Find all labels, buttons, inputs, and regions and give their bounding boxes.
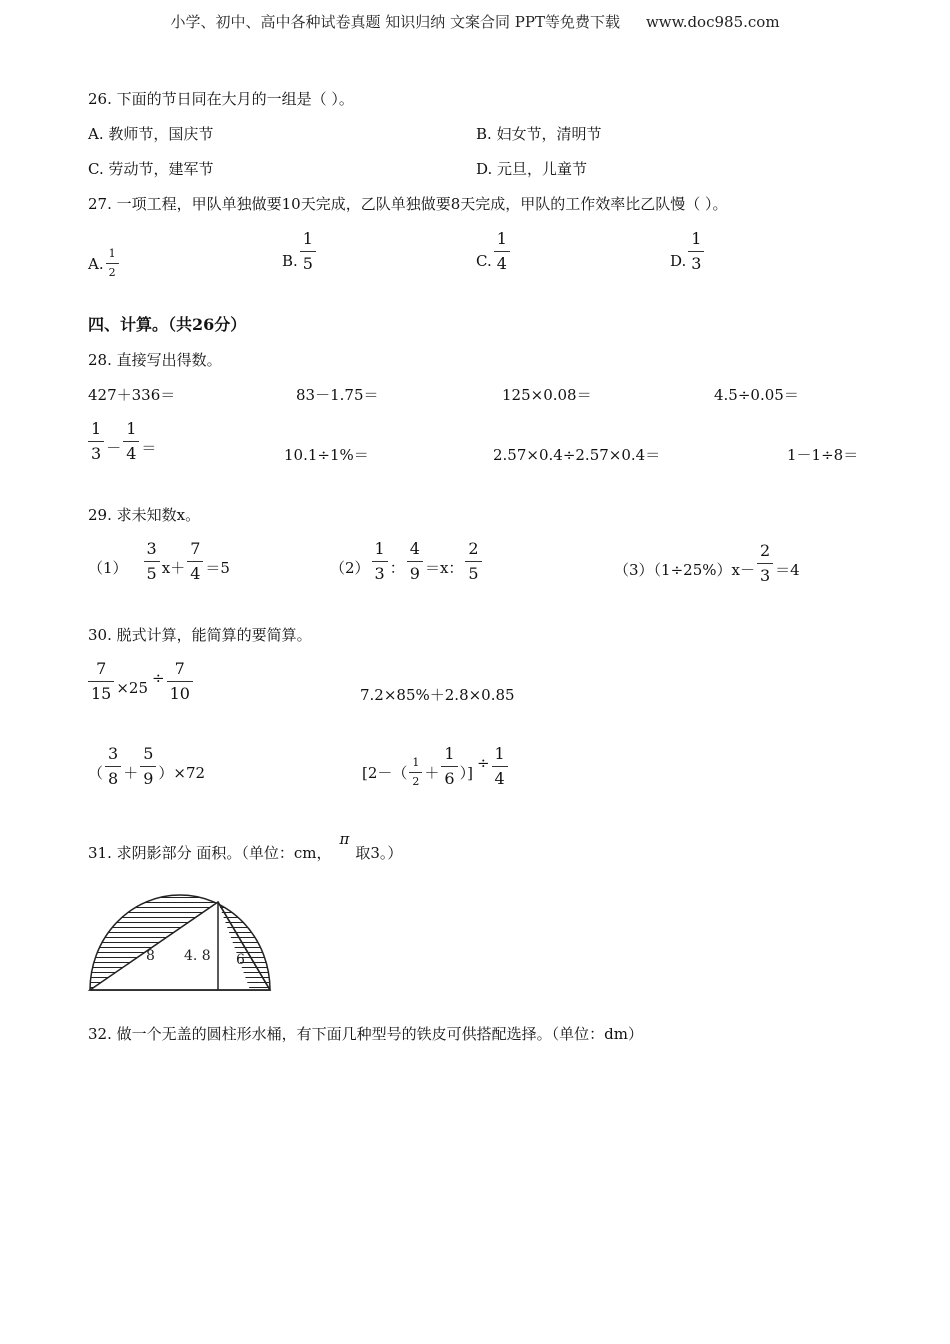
fraction: 1 5 (300, 230, 316, 273)
q29-part3 (614, 542, 800, 585)
q26-stem: 26. 下面的节日同在大月的一组是（ ）。 (88, 90, 354, 108)
fraction: 3 8 (105, 745, 121, 788)
label-height: 4. 8 (184, 948, 211, 964)
fraction: 5 9 (140, 745, 156, 788)
expr-text: [2－（ (362, 764, 408, 782)
header-text: 小学、初中、高中各种试卷真题 知识归纳 文案合同 PPT等免费下载 (170, 13, 620, 31)
label-hypotenuse: 8 (146, 948, 155, 964)
expr-text: （ (88, 764, 104, 782)
q30-expr2: 7.2×85%＋2.8×0.85 (360, 686, 515, 704)
option-label: D. (670, 252, 687, 270)
section-title: 四、计算。（共26分） (88, 315, 247, 334)
expr-text: ＝5 (205, 559, 230, 577)
fraction: 3 5 (144, 540, 160, 583)
expr-text: （3）（1÷25%）x－ (614, 561, 755, 579)
fraction: 1 4 (123, 420, 139, 463)
fraction: $\frac{7}{10}$ (167, 660, 193, 703)
fraction: 1 4 (494, 230, 510, 273)
q27-option-b (282, 230, 318, 273)
q30-expr1 (86, 660, 195, 703)
pi-symbol: π (339, 830, 350, 848)
operator: ＋ (424, 764, 440, 782)
operator: ÷ (152, 669, 165, 687)
q28-fraction-expr (86, 420, 156, 463)
q29-stem: 29. 求未知数x。 (88, 506, 201, 524)
fraction: 1 3 (88, 420, 104, 463)
q27-option-a (88, 230, 121, 279)
expr-text: ×25 (116, 679, 149, 697)
q26-option-c: C. 劳动节，建军节 (88, 160, 214, 178)
fraction: 4 9 (407, 540, 423, 583)
expr-text: ： (389, 559, 405, 577)
operator: ＝ (141, 439, 157, 457)
q28-item: 2.57×0.4÷2.57×0.4＝ (493, 446, 661, 464)
operator: － (106, 439, 122, 457)
expr-text: ）×72 (158, 764, 206, 782)
q29-part2 (330, 540, 484, 583)
option-label: A. (88, 255, 104, 273)
q30-expr3 (88, 745, 205, 788)
q27-option-c (476, 230, 512, 273)
part-label: （1） (88, 559, 128, 577)
fraction: $\frac{1}{4}$ (492, 745, 508, 788)
q26-option-b: B. 妇女节，清明节 (476, 125, 602, 143)
q32-stem: 32. 做一个无盖的圆柱形水桶，有下面几种型号的铁皮可供搭配选择。（单位：dm） (88, 1025, 643, 1043)
q31-stem (88, 830, 403, 862)
header-site: www.doc985.com (645, 13, 780, 31)
q31-stem-part: 31. 求阴影部分 面积。（单位：cm， (88, 844, 332, 862)
fraction: 1 3 (688, 230, 704, 273)
q28-item: 10.1÷1%＝ (284, 446, 369, 464)
q26-option-a: A. 教师节，国庆节 (88, 125, 214, 143)
q30-stem: 30. 脱式计算，能简算的要简算。 (88, 626, 312, 644)
operator: ÷ (476, 754, 490, 772)
fraction: 2 3 (757, 542, 773, 585)
semicircle-figure (80, 880, 290, 1000)
fraction: 1 2 (106, 248, 119, 279)
operator: ＋ (123, 764, 139, 782)
fraction: 1 6 (441, 745, 457, 788)
q26-option-d: D. 元旦，儿童节 (476, 160, 588, 178)
fraction: $\frac{7}{15}$ (88, 660, 114, 703)
q31-stem-part: 取3。） (355, 844, 403, 862)
q28-stem: 28. 直接写出得数。 (88, 351, 222, 369)
q28-item: 4.5÷0.05＝ (714, 386, 799, 404)
label-leg: 6 (236, 952, 245, 968)
fraction: 2 5 (465, 540, 481, 583)
q27-stem: 27. 一项工程，甲队单独做要10天完成，乙队单独做要8天完成，甲队的工作效率比乙队慢（ ）。 (88, 195, 728, 213)
expr-text: ＝x： (424, 559, 464, 577)
expr-text: ＝4 (775, 561, 800, 579)
fraction: 1 2 (409, 757, 422, 788)
expr-text: x＋ (161, 559, 186, 577)
expr-text: ）] (459, 764, 473, 782)
fraction: 7 4 (187, 540, 203, 583)
part-label: （2） (330, 559, 370, 577)
q29-part1 (88, 540, 230, 583)
q28-item: 1－1÷8＝ (787, 446, 859, 464)
page-header (0, 15, 950, 30)
q30-expr4 (362, 745, 510, 788)
option-label: C. (476, 252, 492, 270)
q28-item: 83－1.75＝ (296, 386, 379, 404)
option-label: B. (282, 252, 298, 270)
q28-item: 125×0.08＝ (502, 386, 592, 404)
q27-option-d (670, 230, 706, 273)
q28-item: 427＋336＝ (88, 386, 176, 404)
fraction: 1 3 (372, 540, 388, 583)
